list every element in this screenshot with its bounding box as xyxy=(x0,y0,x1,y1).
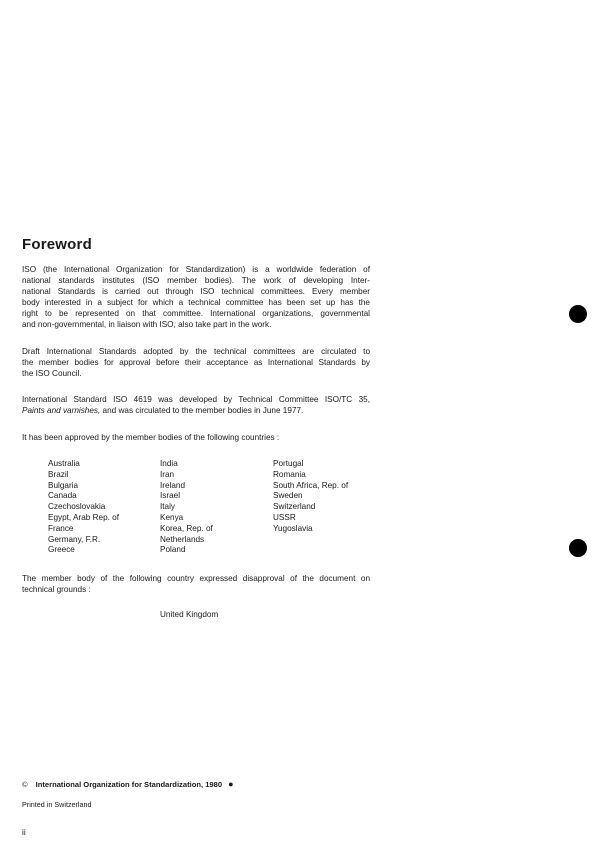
intro-line: right to be represented on that committee. International organizations, governmental xyxy=(22,309,370,318)
punch-hole-icon xyxy=(569,305,587,323)
country-item: Poland xyxy=(160,545,186,555)
country-item: Netherlands xyxy=(160,534,205,544)
draft-standards-paragraph xyxy=(22,346,370,379)
origin-line: International Standard ISO 4619 was developed by Technical Committee ISO/TC 35, xyxy=(22,395,370,404)
country-item: Germany, F.R. xyxy=(48,534,101,544)
country-item: Korea, Rep. of xyxy=(160,523,213,533)
country-item: Czechoslovakia xyxy=(48,502,106,512)
copyright-notice xyxy=(22,779,234,789)
intro-paragraph xyxy=(22,264,370,330)
page-number: ii xyxy=(22,828,26,837)
country-item: Canada xyxy=(48,491,77,501)
intro-line: and non-governmental, in liaison with ISO, also take part in the work. xyxy=(22,320,272,329)
disapproval-paragraph xyxy=(22,573,370,595)
punch-hole-icon xyxy=(569,539,587,557)
country-item: Brazil xyxy=(48,469,69,479)
country-item: Italy xyxy=(160,502,176,512)
approval-paragraph: It has been approved by the member bodies of the following countries : xyxy=(22,433,280,442)
countries-column-3 xyxy=(273,459,348,535)
country-item: Romania xyxy=(273,469,306,479)
standard-origin-paragraph xyxy=(22,394,370,416)
country-item: USSR xyxy=(273,512,296,522)
origin-line-rest: and was circulated to the member bodies in June 1977. xyxy=(100,406,304,415)
bullet-icon: ● xyxy=(228,779,234,789)
committee-title: Paints and varnishes, xyxy=(22,406,101,415)
draft-line: Draft International Standards adopted by the technical committees are circulated to xyxy=(22,347,370,356)
country-item: Sweden xyxy=(273,491,303,501)
country-item: Kenya xyxy=(160,512,184,522)
intro-line: national standards institutes (ISO member bodies). The work of developing Inter- xyxy=(22,276,370,285)
country-item: Bulgaria xyxy=(48,480,79,490)
page-title: Foreword xyxy=(22,236,92,253)
printed-in: Printed in Switzerland xyxy=(22,800,92,809)
country-item: Israel xyxy=(160,491,181,501)
draft-line: the ISO Council. xyxy=(22,369,82,378)
draft-line: the member bodies for approval before their acceptance as International Standards by xyxy=(22,358,370,367)
intro-line: national Standards is carried out through ISO technical committees. Every member xyxy=(22,287,370,296)
copyright-icon: © xyxy=(22,780,28,789)
country-item: South Africa, Rep. of xyxy=(273,480,349,490)
country-item: Switzerland xyxy=(273,502,316,512)
country-item: Yugoslavia xyxy=(273,523,313,533)
country-item: Egypt, Arab Rep. of xyxy=(48,512,120,522)
countries-column-2 xyxy=(160,459,213,556)
intro-line: body interested in a subject for which a technical committee has been set up has the xyxy=(22,298,370,307)
country-item: Ireland xyxy=(160,480,186,490)
copyright-text: International Organization for Standardization, 1980 xyxy=(35,780,223,789)
countries-column-1 xyxy=(48,459,119,556)
disapproval-line: technical grounds : xyxy=(22,585,91,594)
disapproval-line: The member body of the following country expressed disapproval of the document on xyxy=(22,574,370,583)
country-item: India xyxy=(160,459,178,468)
country-item: France xyxy=(48,523,74,533)
country-item: Greece xyxy=(48,545,75,555)
country-item: Australia xyxy=(48,459,80,468)
disapproving-country: United Kingdom xyxy=(160,610,219,619)
intro-line: ISO (the International Organization for Standardization) is a worldwide federation of xyxy=(22,265,370,274)
country-item: Iran xyxy=(160,469,175,479)
origin-line-2 xyxy=(22,405,370,416)
country-item: Portugal xyxy=(273,459,304,468)
